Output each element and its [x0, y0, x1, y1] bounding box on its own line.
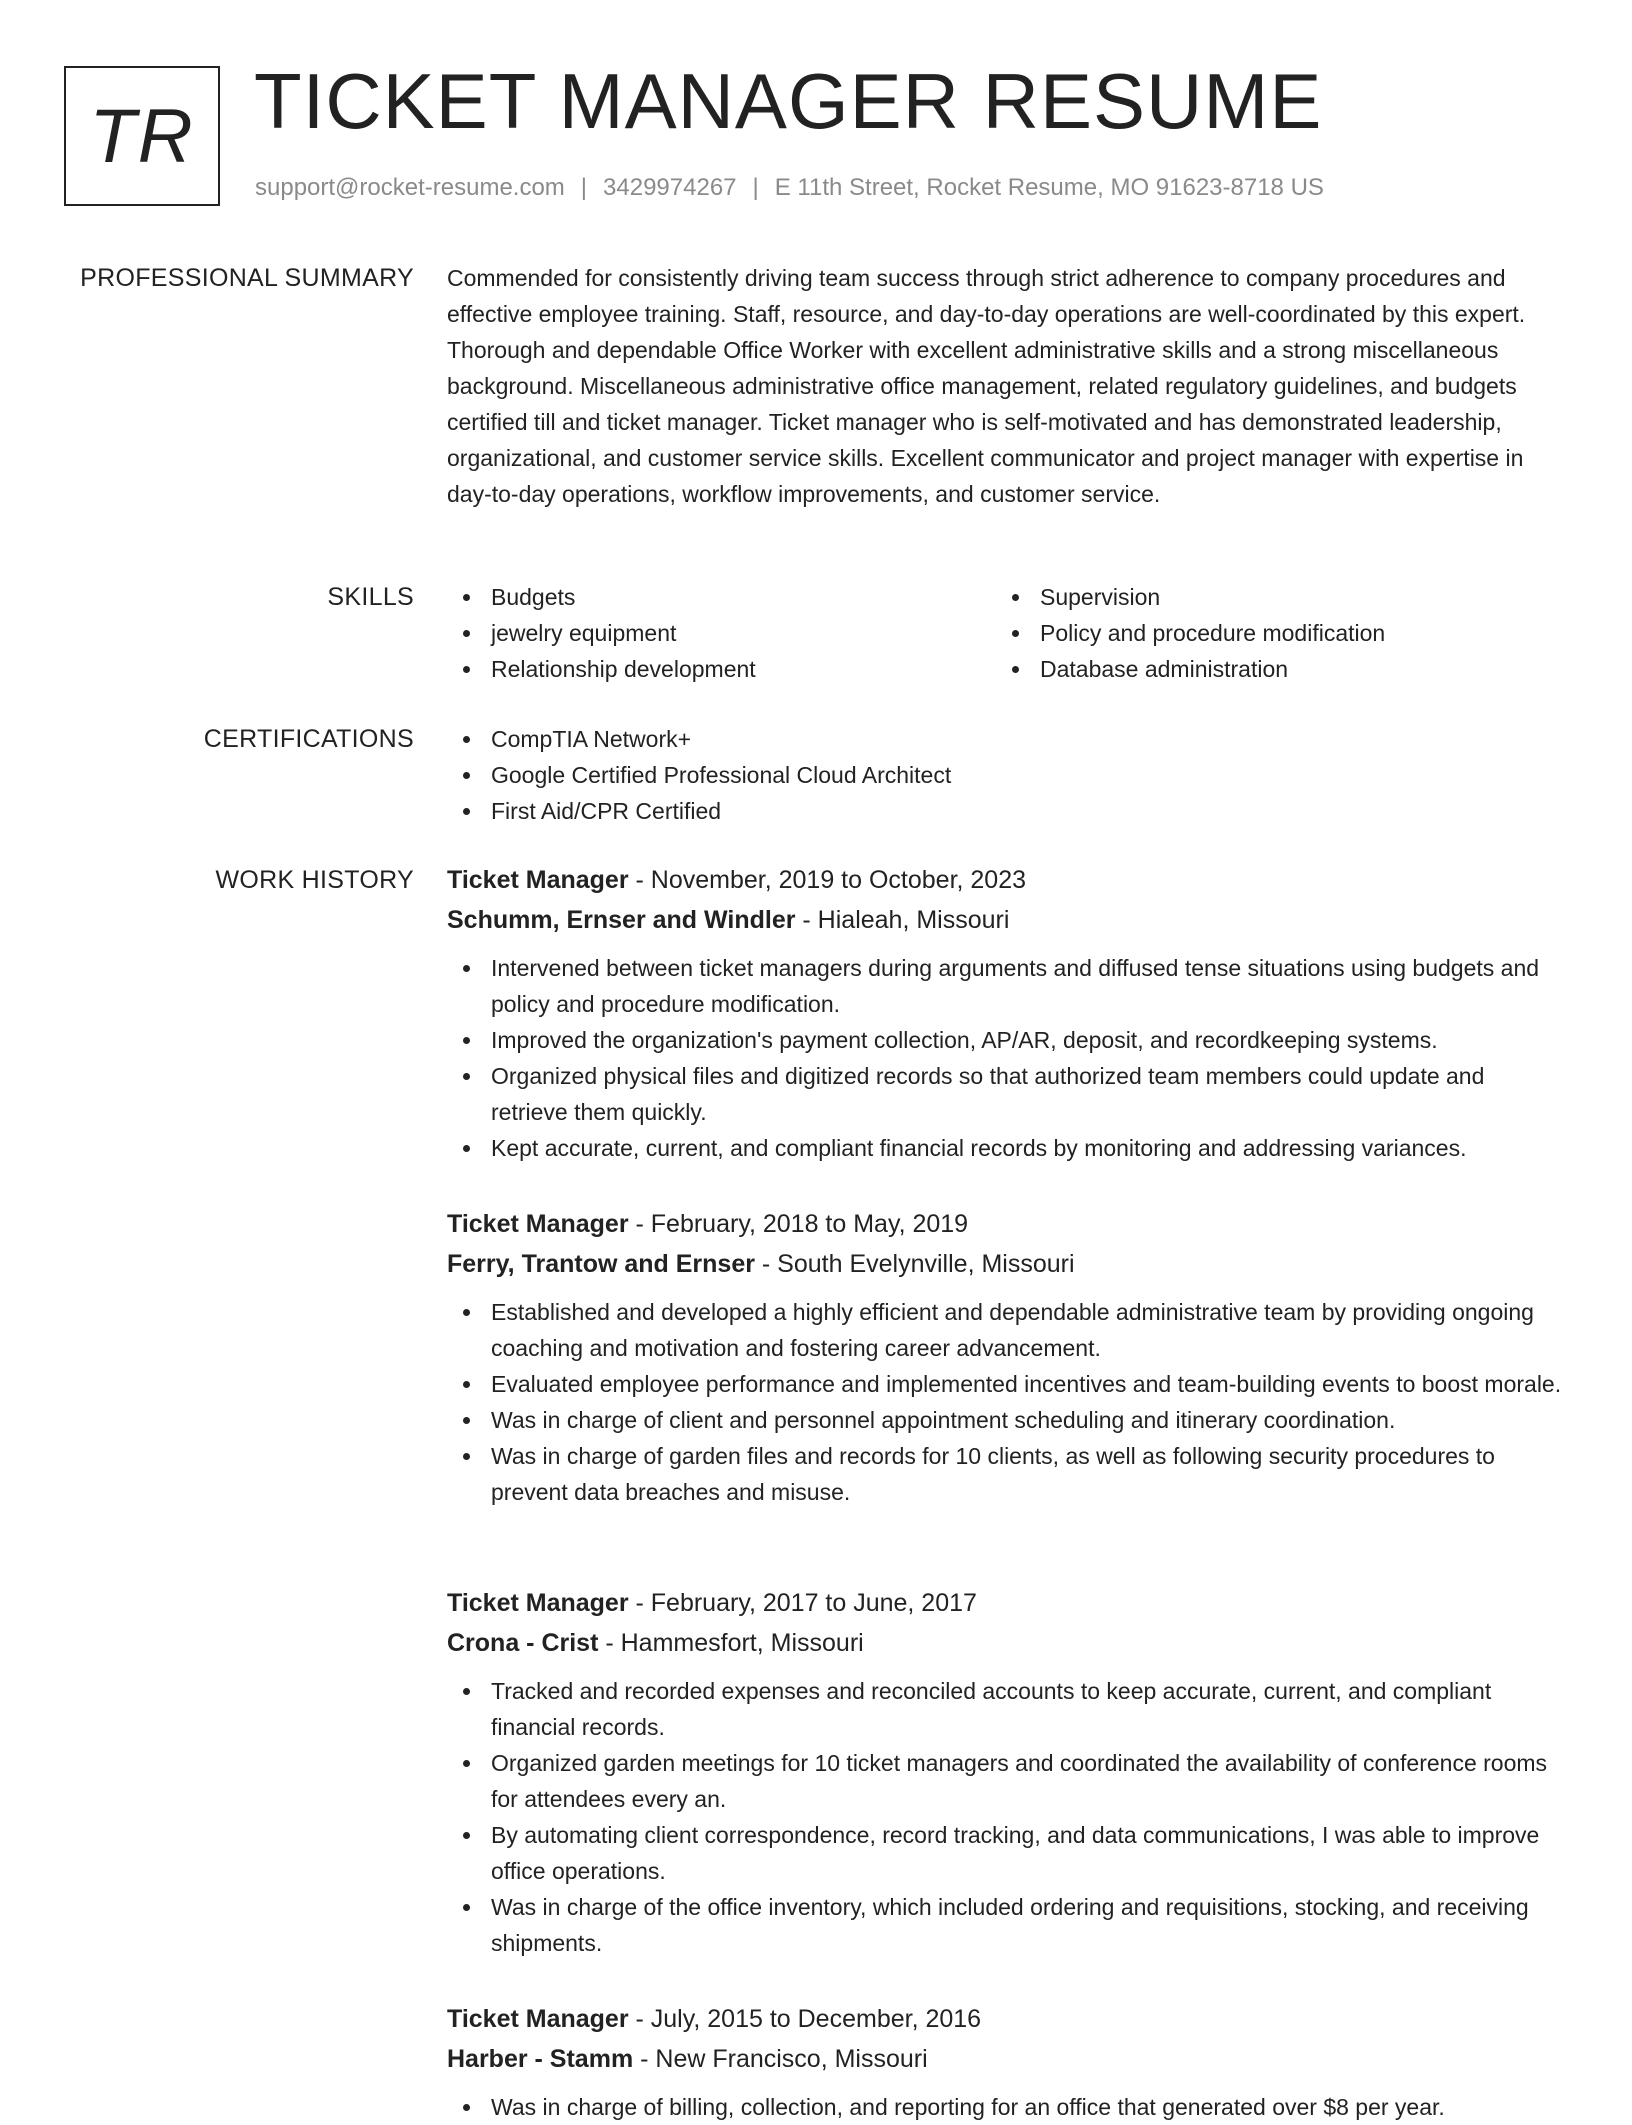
contact-email: support@rocket-resume.com [255, 174, 565, 201]
monogram-initials: TR [89, 93, 195, 179]
job-duty: Was in charge of client and personnel appointment scheduling and itinerary coordination. [447, 1402, 1567, 1438]
job-title: Ticket Manager [447, 1210, 629, 1238]
certifications-body [447, 721, 1567, 829]
summary-heading: PROFESSIONAL SUMMARY [80, 264, 414, 292]
skills-body [447, 579, 1567, 687]
job-title-line [447, 1583, 1567, 1623]
job-location: - South Evelynville, Missouri [754, 1250, 1075, 1278]
job-title: Ticket Manager [447, 2005, 629, 2033]
job-company-line [447, 2039, 1567, 2079]
job-dates: - February, 2018 to May, 2019 [628, 1210, 969, 1238]
job-duty: Kept accurate, current, and compliant financial records by monitoring and addressing variances. [447, 1130, 1567, 1166]
job-entry [447, 860, 1567, 1166]
job-duty: Was in charge of garden files and records for 10 clients, as well as following security procedures to prevent data breaches and misuse. [447, 1438, 1567, 1510]
job-duty: Tracked and recorded expenses and reconciled accounts to keep accurate, current, and compliant financial records. [447, 1673, 1567, 1745]
summary-body [447, 260, 1567, 512]
job-title-line [447, 1204, 1567, 1244]
contact-address: E 11th Street, Rocket Resume, MO 91623-8718 US [774, 174, 1324, 201]
contact-separator: | [580, 174, 588, 201]
job-dates: - February, 2017 to June, 2017 [628, 1589, 977, 1617]
skills-heading: SKILLS [327, 583, 414, 611]
page-title: TICKET MANAGER RESUME [254, 57, 1323, 145]
contact-separator: | [752, 174, 759, 201]
job-dates: - July, 2015 to December, 2016 [628, 2005, 982, 2033]
job-entry [447, 1204, 1567, 1510]
job-duty: Improved the organization's payment collection, AP/AR, deposit, and recordkeeping systems. [447, 1022, 1567, 1058]
job-duty: By automating client correspondence, record tracking, and data communications, I was able to improve office operations. [447, 1817, 1567, 1889]
job-title: Ticket Manager [447, 866, 629, 894]
job-duty: Was in charge of the office inventory, which included ordering and requisitions, stocking, and receiving shipments. [447, 1889, 1567, 1961]
certifications-heading: CERTIFICATIONS [203, 725, 414, 753]
job-company: Harber - Stamm [447, 2045, 634, 2073]
contact-line [255, 174, 1324, 202]
job-location: - Hialeah, Missouri [795, 906, 1010, 934]
skill-item: Relationship development [447, 651, 996, 687]
job-company: Crona - Crist [447, 1629, 599, 1657]
monogram-logo [64, 66, 220, 206]
job-duty: Organized physical files and digitized records so that authorized team members could update and retrieve them quickly. [447, 1058, 1567, 1130]
skill-item: Policy and procedure modification [996, 615, 1545, 651]
job-entry [447, 1999, 1567, 2125]
certifications-list [447, 721, 1567, 829]
job-duty: Established and developed a highly efficient and dependable administrative team by providing ongoing coaching and motivation and fostering career advancement. [447, 1294, 1567, 1366]
work-history-heading: WORK HISTORY [215, 866, 414, 894]
job-company: Schumm, Ernser and Windler [447, 906, 796, 934]
job-dates: - November, 2019 to October, 2023 [628, 866, 1027, 894]
job-duties-list [447, 1673, 1567, 1961]
job-duties-list [447, 1294, 1567, 1510]
skill-item: Database administration [996, 651, 1545, 687]
skills-list [447, 579, 1567, 687]
contact-phone: 3429974267 [603, 174, 737, 201]
job-title-line [447, 860, 1567, 900]
job-title: Ticket Manager [447, 1589, 629, 1617]
job-duties-list [447, 950, 1567, 1166]
skill-item: Budgets [447, 579, 996, 615]
job-duty: Evaluated employee performance and implemented incentives and team-building events to boost morale. [447, 1366, 1567, 1402]
job-company: Ferry, Trantow and Ernser [447, 1250, 755, 1278]
skill-item: jewelry equipment [447, 615, 996, 651]
job-duty: Intervened between ticket managers during arguments and diffused tense situations using budgets and policy and procedure modification. [447, 950, 1567, 1022]
summary-text: Commended for consistently driving team success through strict adherence to company procedures and effective employee training. Staff, resource, and day-to-day operations are well-coordinated by this expert. Thorough and dependable Office Worker with excellent administrative skills and a strong miscellaneous background. Miscellaneous administrative office management, related regulatory guidelines, and budgets certified till and ticket manager. Ticket manager who is self-motivated and has demonstrated leadership, organizational, and customer service skills. Excellent communicator and project manager with expertise in day-to-day operations, workflow improvements, and customer service. [447, 265, 1526, 507]
job-duty: Organized garden meetings for 10 ticket managers and coordinated the availability of conference rooms for attendees every an. [447, 1745, 1567, 1817]
certification-item: CompTIA Network+ [447, 721, 1567, 757]
certification-item: First Aid/CPR Certified [447, 793, 1567, 829]
certification-item: Google Certified Professional Cloud Architect [447, 757, 1567, 793]
job-duty: Was in charge of billing, collection, and reporting for an office that generated over $8 per year. [447, 2089, 1567, 2125]
job-entry [447, 1583, 1567, 1961]
skill-item: Supervision [996, 579, 1545, 615]
job-duties-list [447, 2089, 1567, 2125]
job-location: - Hammesfort, Missouri [598, 1629, 864, 1657]
job-title-line [447, 1999, 1567, 2039]
job-company-line [447, 900, 1567, 940]
job-company-line [447, 1623, 1567, 1663]
job-location: - New Francisco, Missouri [633, 2045, 928, 2073]
job-company-line [447, 1244, 1567, 1284]
